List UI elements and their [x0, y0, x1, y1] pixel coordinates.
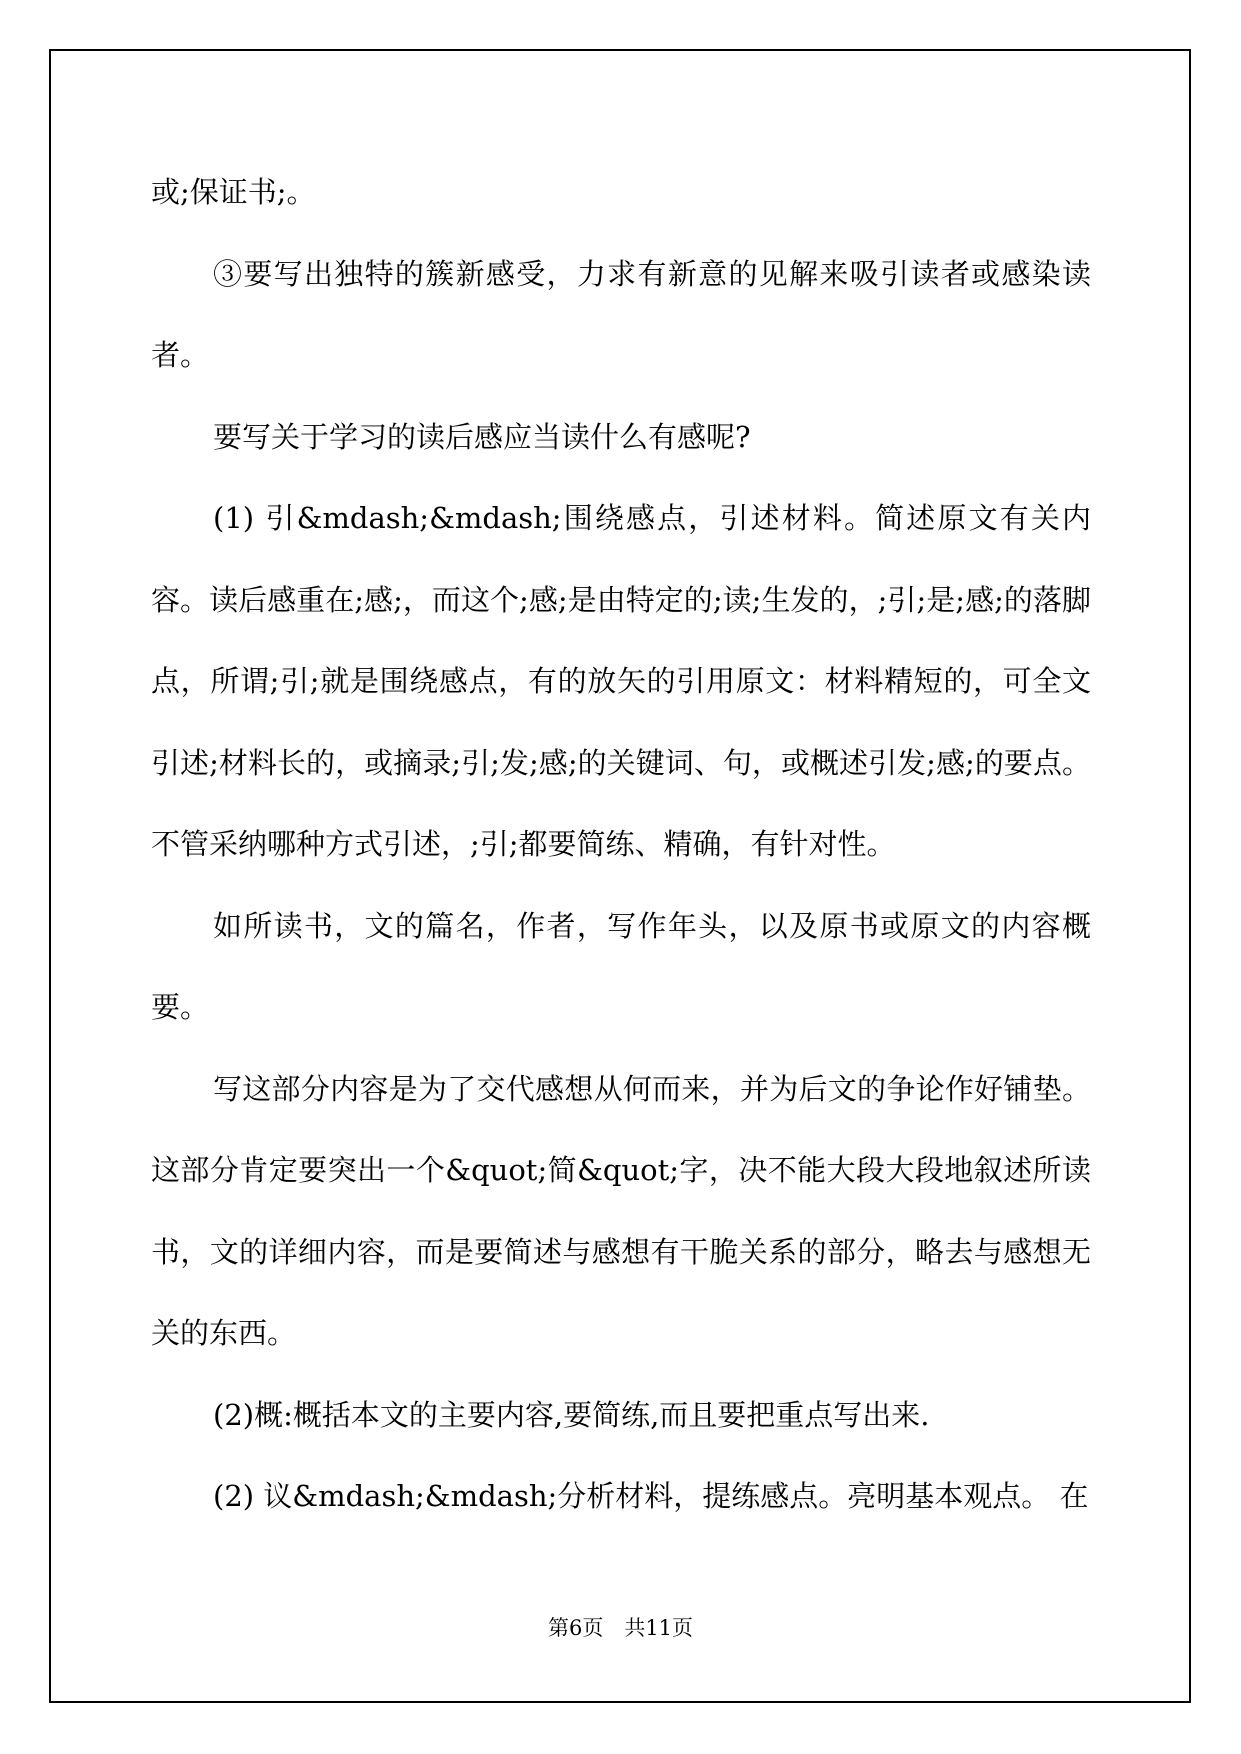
- paragraph: (1) 引&mdash;&mdash;围绕感点，引述材料。简述原文有关内容。读后感重在;感;，而这个;感;是由特定的;读;生发的，;引;是;感;的落脚点，所谓;引;就是围绕感点，有的放矢的引用原文：材料精短的，可全文引述;材料长的，或摘录;引;发;感;的关键词、句，或概述引发;感;的要点。不管采纳哪种方式引述，;引;都要简练、精确，有针对性。: [151, 501, 1091, 861]
- paragraph: (2) 议&mdash;&mdash;分析材料，提练感点。亮明基本观点。 在: [213, 1479, 1089, 1513]
- paragraph: (2)概:概括本文的主要内容,要简练,而且要把重点写出来.: [213, 1397, 930, 1432]
- paragraph: 要写关于学习的读后感应当读什么有感呢?: [213, 419, 751, 454]
- document-body: [151, 152, 1091, 1538]
- paragraph: ③要写出独特的簇新感受，力求有新意的见解来吸引读者或感染读者。: [151, 256, 1091, 372]
- paragraph-continuation: 或;保证书;。: [151, 175, 316, 209]
- paragraph: 写这部分内容是为了交代感想从何而来，并为后文的争论作好铺垫。这部分肯定要突出一个&quot;简&quot;字，决不能大段大段地叙述所读书，文的详细内容，而是要简述与感想有干脆关系的部分，略去与感想无关的东西。: [151, 1071, 1091, 1350]
- page-number: 第6页 共11页: [547, 1616, 694, 1640]
- paragraph: 如所读书，文的篇名，作者，写作年头，以及原书或原文的内容概要。: [151, 908, 1091, 1024]
